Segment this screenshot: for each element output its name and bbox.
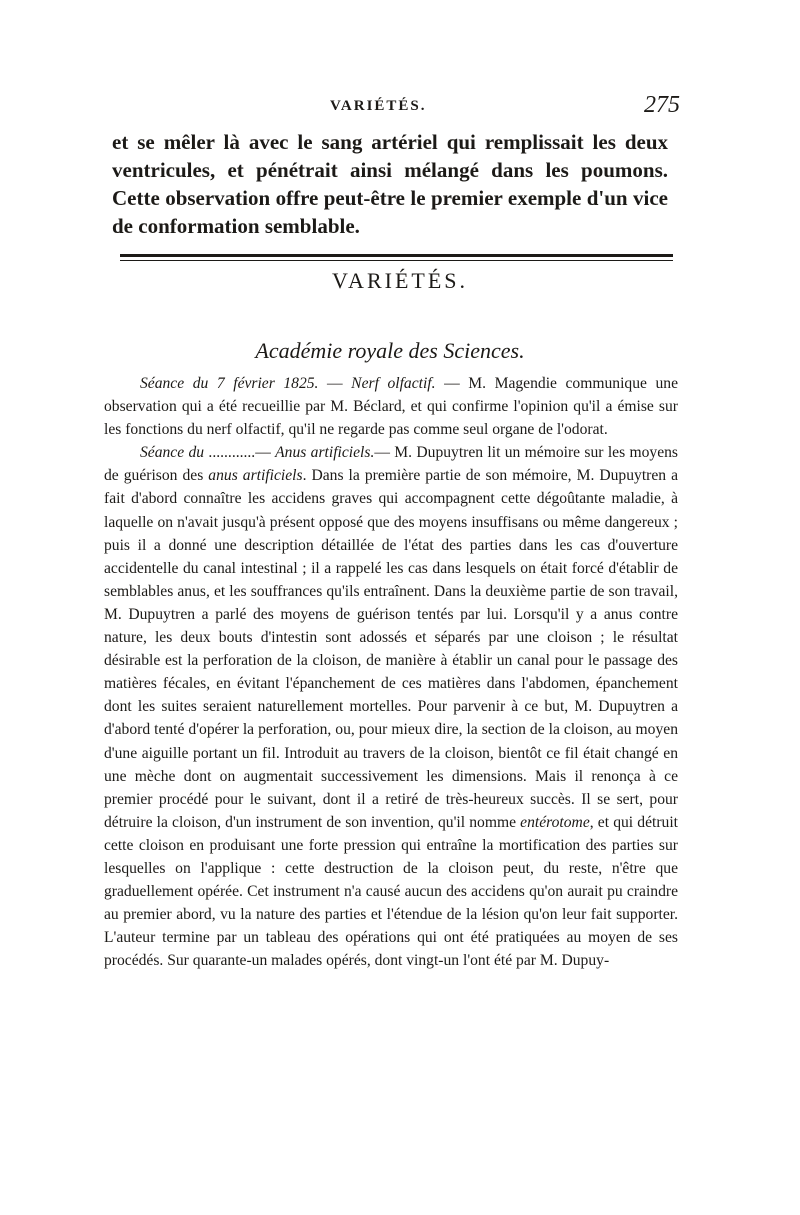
- article-body: [104, 372, 678, 972]
- entry-text: — M. Magendie communique une observation qui a été recueillie par M. Béclard, et qui confirme l'opinion qu'il a émise sur les fonctions du nerf olfactif, qu'il ne regarde pas comme seul organe de l'odorat.: [104, 375, 679, 439]
- entry-text: , et qui détruit cette cloison en produisant une forte pression qui entraîne la mortification des parties sur lesquelles on l'applique : cette destruction de la cloison peut, du reste, n'être que graduellement opérée. Cet instrument n'a causé aucun des accidens qu'on aurait pu craindre au premier abord, vu la nature des parties et l'étendue de la lésion qu'on leur fait supporter. L'auteur termine par un tableau des opérations qui ont été pratiquées au moyen de ses procédés. Sur quarante-un malades opérés, dont vingt-un l'ont été par M. Dupuy-: [104, 813, 679, 970]
- entry-text: — M. Dupuytren lit un mémoire sur les moyens de guérison des: [104, 444, 678, 485]
- subsection-title: Académie royale des Sciences.: [255, 338, 525, 363]
- entry-dots: ............: [204, 444, 256, 462]
- running-title: VARIÉTÉS.: [330, 98, 427, 114]
- entry-emphasis: entérotome: [520, 813, 590, 831]
- entry-date: Séance du: [140, 444, 205, 462]
- entry-text: . Dans la première partie de son mémoire, M. Dupuytren a fait d'abord connaître les accidens graves qui accompagnent cette dégoûtante maladie, à laquelle on n'avait jusqu'à présent opposé que des moyens insuffisans ou même dangereux ; puis il a donné une description détaillée de l'état des parties dans les cas d'ouverture accidentelle du canal intestinal ; il a rappelé les cas dans lesquels on était forcé d'établir de semblables anus, et les souffrances qu'ils entraînent. Dans la deuxième partie de son travail, M. Dupuytren a parlé des moyens de guérison tentés par lui. Lorsqu'il y a anus contre nature, les deux bouts d'intestin sont adossés et séparés par une cloison ; le résultat désirable est la perforation de la cloison, de manière à établir un canal pour le passage des matières fécales, en évitant l'épanchement de ces matières dans l'abdomen, épanchement dont les suites seraient naturellement mortelles. Pour parvenir à ce but, M. Dupuytren a d'abord tenté d'opérer la perforation, ou, pour mieux dire, la section de la cloison, au moyen d'une aiguille portant un fil. Introduit au travers de la cloison, bientôt ce fil était changé en une mèche dont on augmentait successivement les dimensions. Mais il renonça à ce premier procédé pour le suivant, dont il a retiré de très-heureux succès. Il se sert, pour détruire la cloison, d'un instrument de son invention, qu'il nomme: [104, 467, 679, 831]
- page-number: 275: [644, 92, 680, 118]
- section-divider-thin: [120, 260, 673, 261]
- entry-paragraph-2: [104, 441, 678, 972]
- section-divider-thick: [120, 254, 673, 257]
- entry-topic: Anus artificiels.: [275, 444, 375, 462]
- entry-topic: Nerf olfactif.: [351, 375, 436, 392]
- section-title: VARIÉTÉS.: [332, 268, 468, 293]
- running-head: [110, 92, 680, 126]
- entry-dash: —: [255, 444, 276, 462]
- entry-paragraph-1: [104, 372, 678, 441]
- entry-date: Séance du 7 février 1825.: [140, 375, 319, 392]
- previous-paragraph: et se mêler là avec le sang artériel qui remplissait les deux ventricules, et pénétrait ainsi mélangé dans les poumons. Cette observation offre peut-être le premier exemple d'un vice de conformation semblable.: [112, 130, 668, 238]
- entry-emphasis: anus artificiels: [208, 467, 303, 485]
- entry-dash: —: [318, 375, 352, 392]
